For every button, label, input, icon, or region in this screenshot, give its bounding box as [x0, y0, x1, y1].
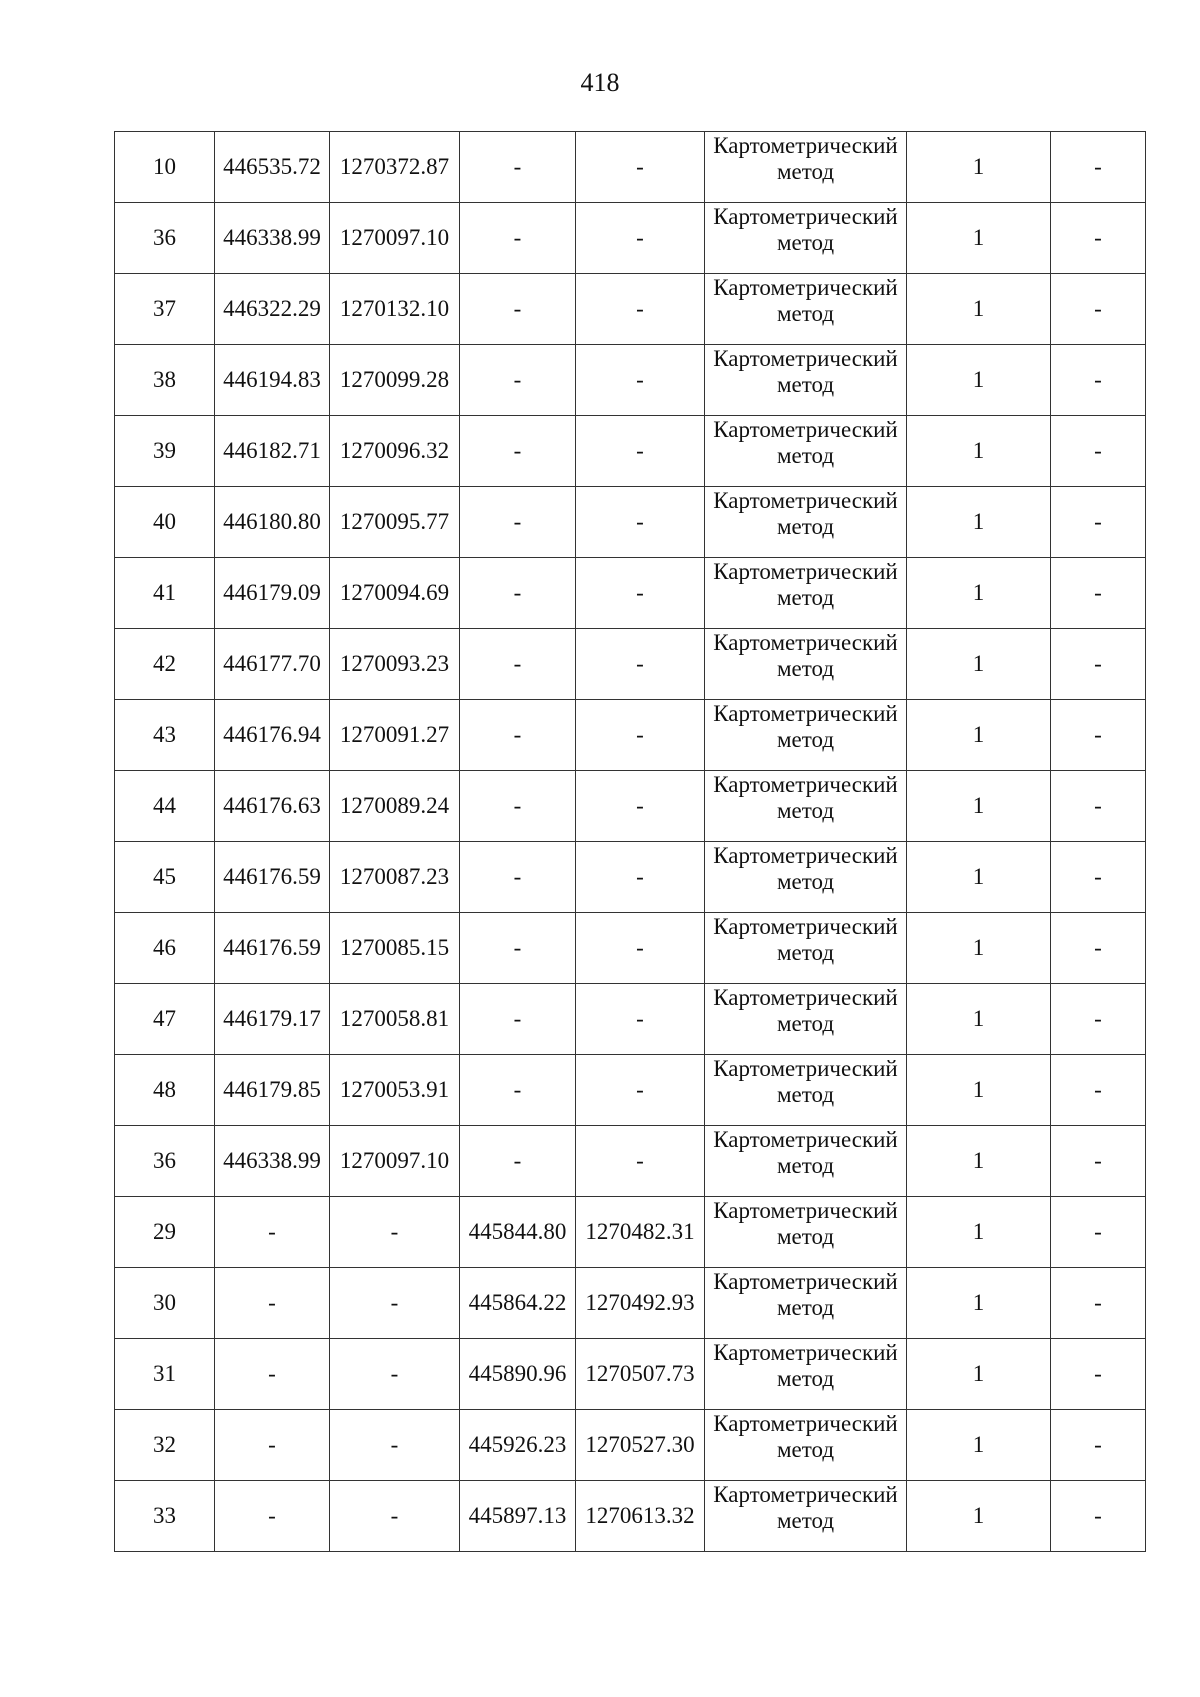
cell-existing-x: -	[215, 1481, 330, 1552]
cell-new-x: -	[460, 700, 576, 771]
cell-new-y: -	[576, 487, 705, 558]
method-line-1: Картометрический	[713, 275, 898, 300]
method-line-1: Картометрический	[713, 559, 898, 584]
cell-description: -	[1051, 487, 1146, 558]
cell-existing-x: 446338.99	[215, 203, 330, 274]
method-line-2: метод	[776, 940, 835, 965]
cell-description: -	[1051, 1339, 1146, 1410]
cell-new-x: 445897.13	[460, 1481, 576, 1552]
cell-accuracy: 1	[907, 984, 1051, 1055]
cell-existing-x: -	[215, 1268, 330, 1339]
cell-existing-y: 1270085.15	[330, 913, 460, 984]
cell-description: -	[1051, 274, 1146, 345]
table-row	[115, 1481, 1146, 1552]
cell-existing-y: -	[330, 1410, 460, 1481]
cell-existing-x: -	[215, 1197, 330, 1268]
cell-new-y: -	[576, 274, 705, 345]
cell-new-y: -	[576, 558, 705, 629]
cell-new-x: -	[460, 1055, 576, 1126]
method-line-2: метод	[776, 1295, 835, 1320]
cell-existing-x: -	[215, 1410, 330, 1481]
cell-new-y: 1270527.30	[576, 1410, 705, 1481]
cell-existing-y: 1270132.10	[330, 274, 460, 345]
cell-new-x: -	[460, 984, 576, 1055]
cell-existing-x: 446180.80	[215, 487, 330, 558]
cell-method	[705, 1126, 907, 1197]
cell-description: -	[1051, 132, 1146, 203]
cell-method	[705, 274, 907, 345]
cell-accuracy: 1	[907, 700, 1051, 771]
cell-new-y: -	[576, 629, 705, 700]
cell-new-x: 445844.80	[460, 1197, 576, 1268]
method-line-2: метод	[776, 159, 835, 184]
cell-existing-x: 446176.63	[215, 771, 330, 842]
cell-description: -	[1051, 842, 1146, 913]
cell-accuracy: 1	[907, 1481, 1051, 1552]
cell-accuracy: 1	[907, 487, 1051, 558]
cell-new-y: -	[576, 1055, 705, 1126]
cell-point-number: 46	[115, 913, 215, 984]
cell-description: -	[1051, 1055, 1146, 1126]
cell-existing-y: 1270053.91	[330, 1055, 460, 1126]
cell-accuracy: 1	[907, 416, 1051, 487]
cell-new-x: -	[460, 345, 576, 416]
cell-existing-x: 446176.94	[215, 700, 330, 771]
cell-point-number: 31	[115, 1339, 215, 1410]
cell-existing-y: -	[330, 1268, 460, 1339]
method-line-2: метод	[776, 1011, 835, 1036]
cell-method	[705, 629, 907, 700]
table-row	[115, 913, 1146, 984]
table-row	[115, 345, 1146, 416]
cell-new-x: 445864.22	[460, 1268, 576, 1339]
method-line-1: Картометрический	[713, 843, 898, 868]
cell-accuracy: 1	[907, 1126, 1051, 1197]
cell-new-x: -	[460, 629, 576, 700]
cell-description: -	[1051, 1268, 1146, 1339]
cell-existing-y: -	[330, 1197, 460, 1268]
cell-accuracy: 1	[907, 1339, 1051, 1410]
method-line-1: Картометрический	[713, 1198, 898, 1223]
cell-accuracy: 1	[907, 1410, 1051, 1481]
cell-description: -	[1051, 913, 1146, 984]
cell-accuracy: 1	[907, 1055, 1051, 1126]
cell-description: -	[1051, 1197, 1146, 1268]
cell-new-x: -	[460, 274, 576, 345]
table-row	[115, 274, 1146, 345]
method-line-1: Картометрический	[713, 985, 898, 1010]
method-line-2: метод	[776, 656, 835, 681]
cell-point-number: 10	[115, 132, 215, 203]
cell-new-y: 1270492.93	[576, 1268, 705, 1339]
cell-point-number: 40	[115, 487, 215, 558]
method-line-2: метод	[776, 514, 835, 539]
table-row	[115, 203, 1146, 274]
cell-description: -	[1051, 1410, 1146, 1481]
cell-accuracy: 1	[907, 203, 1051, 274]
cell-existing-y: -	[330, 1339, 460, 1410]
cell-new-x: -	[460, 558, 576, 629]
cell-method	[705, 558, 907, 629]
cell-method	[705, 771, 907, 842]
table-row	[115, 771, 1146, 842]
cell-method	[705, 203, 907, 274]
cell-method	[705, 842, 907, 913]
cell-new-y: -	[576, 771, 705, 842]
table-row	[115, 558, 1146, 629]
cell-description: -	[1051, 558, 1146, 629]
cell-new-x: -	[460, 842, 576, 913]
cell-point-number: 47	[115, 984, 215, 1055]
cell-method	[705, 1197, 907, 1268]
cell-new-x: -	[460, 771, 576, 842]
method-line-1: Картометрический	[713, 204, 898, 229]
cell-existing-x: 446194.83	[215, 345, 330, 416]
cell-method	[705, 1339, 907, 1410]
coordinates-table	[114, 131, 1146, 1552]
cell-point-number: 33	[115, 1481, 215, 1552]
method-line-1: Картометрический	[713, 1340, 898, 1365]
table-row	[115, 132, 1146, 203]
cell-point-number: 38	[115, 345, 215, 416]
method-line-1: Картометрический	[713, 772, 898, 797]
table-row	[115, 1339, 1146, 1410]
cell-method	[705, 132, 907, 203]
cell-new-y: -	[576, 700, 705, 771]
method-line-2: метод	[776, 727, 835, 752]
cell-new-y: -	[576, 913, 705, 984]
cell-existing-x: -	[215, 1339, 330, 1410]
cell-new-y: -	[576, 1126, 705, 1197]
cell-description: -	[1051, 771, 1146, 842]
cell-description: -	[1051, 700, 1146, 771]
cell-new-x: -	[460, 203, 576, 274]
cell-accuracy: 1	[907, 274, 1051, 345]
cell-new-y: 1270613.32	[576, 1481, 705, 1552]
cell-point-number: 41	[115, 558, 215, 629]
method-line-1: Картометрический	[713, 701, 898, 726]
table-row	[115, 700, 1146, 771]
cell-existing-x: 446179.09	[215, 558, 330, 629]
cell-existing-y: 1270099.28	[330, 345, 460, 416]
method-line-1: Картометрический	[713, 1269, 898, 1294]
method-line-1: Картометрический	[713, 133, 898, 158]
cell-point-number: 32	[115, 1410, 215, 1481]
method-line-1: Картометрический	[713, 417, 898, 442]
cell-existing-y: 1270093.23	[330, 629, 460, 700]
method-line-1: Картометрический	[713, 488, 898, 513]
cell-existing-y: 1270087.23	[330, 842, 460, 913]
cell-existing-y: -	[330, 1481, 460, 1552]
cell-existing-y: 1270058.81	[330, 984, 460, 1055]
cell-new-y: -	[576, 842, 705, 913]
cell-description: -	[1051, 984, 1146, 1055]
cell-point-number: 29	[115, 1197, 215, 1268]
cell-existing-x: 446179.85	[215, 1055, 330, 1126]
cell-point-number: 37	[115, 274, 215, 345]
cell-existing-x: 446176.59	[215, 842, 330, 913]
cell-existing-y: 1270096.32	[330, 416, 460, 487]
cell-new-x: -	[460, 487, 576, 558]
table-row	[115, 984, 1146, 1055]
cell-method	[705, 416, 907, 487]
table-row	[115, 1268, 1146, 1339]
cell-method	[705, 700, 907, 771]
cell-method	[705, 913, 907, 984]
method-line-2: метод	[776, 585, 835, 610]
method-line-2: метод	[776, 372, 835, 397]
method-line-2: метод	[776, 301, 835, 326]
cell-accuracy: 1	[907, 132, 1051, 203]
method-line-1: Картометрический	[713, 346, 898, 371]
method-line-2: метод	[776, 230, 835, 255]
cell-point-number: 39	[115, 416, 215, 487]
cell-method	[705, 984, 907, 1055]
cell-existing-x: 446322.29	[215, 274, 330, 345]
cell-method	[705, 1410, 907, 1481]
cell-method	[705, 345, 907, 416]
cell-existing-y: 1270097.10	[330, 1126, 460, 1197]
cell-point-number: 43	[115, 700, 215, 771]
method-line-2: метод	[776, 443, 835, 468]
cell-new-y: -	[576, 345, 705, 416]
cell-new-x: 445926.23	[460, 1410, 576, 1481]
cell-new-y: 1270507.73	[576, 1339, 705, 1410]
method-line-2: метод	[776, 1437, 835, 1462]
cell-existing-y: 1270095.77	[330, 487, 460, 558]
table-body	[115, 132, 1146, 1552]
cell-existing-x: 446338.99	[215, 1126, 330, 1197]
page-number: 418	[580, 68, 620, 97]
cell-accuracy: 1	[907, 842, 1051, 913]
cell-new-y: -	[576, 132, 705, 203]
cell-point-number: 48	[115, 1055, 215, 1126]
cell-method	[705, 1055, 907, 1126]
cell-new-y: -	[576, 984, 705, 1055]
cell-description: -	[1051, 629, 1146, 700]
cell-description: -	[1051, 345, 1146, 416]
table-row	[115, 1126, 1146, 1197]
cell-accuracy: 1	[907, 913, 1051, 984]
cell-accuracy: 1	[907, 558, 1051, 629]
cell-new-x: -	[460, 132, 576, 203]
cell-existing-y: 1270372.87	[330, 132, 460, 203]
method-line-2: метод	[776, 1366, 835, 1391]
method-line-1: Картометрический	[713, 1056, 898, 1081]
cell-method	[705, 1268, 907, 1339]
table-row	[115, 416, 1146, 487]
cell-point-number: 36	[115, 203, 215, 274]
method-line-2: метод	[776, 1082, 835, 1107]
method-line-1: Картометрический	[713, 1127, 898, 1152]
cell-existing-y: 1270094.69	[330, 558, 460, 629]
table-row	[115, 1410, 1146, 1481]
method-line-2: метод	[776, 1508, 835, 1533]
method-line-1: Картометрический	[713, 630, 898, 655]
cell-existing-y: 1270089.24	[330, 771, 460, 842]
cell-description: -	[1051, 1481, 1146, 1552]
table-row	[115, 487, 1146, 558]
table-row	[115, 842, 1146, 913]
cell-method	[705, 487, 907, 558]
cell-new-y: 1270482.31	[576, 1197, 705, 1268]
cell-accuracy: 1	[907, 345, 1051, 416]
cell-new-x: -	[460, 913, 576, 984]
cell-description: -	[1051, 416, 1146, 487]
method-line-1: Картометрический	[713, 1482, 898, 1507]
cell-method	[705, 1481, 907, 1552]
cell-existing-x: 446179.17	[215, 984, 330, 1055]
cell-new-y: -	[576, 416, 705, 487]
cell-accuracy: 1	[907, 1268, 1051, 1339]
cell-new-x: -	[460, 416, 576, 487]
cell-point-number: 42	[115, 629, 215, 700]
method-line-2: метод	[776, 798, 835, 823]
table-row	[115, 1055, 1146, 1126]
cell-description: -	[1051, 203, 1146, 274]
cell-description: -	[1051, 1126, 1146, 1197]
method-line-1: Картометрический	[713, 914, 898, 939]
cell-existing-x: 446535.72	[215, 132, 330, 203]
cell-point-number: 36	[115, 1126, 215, 1197]
method-line-2: метод	[776, 1153, 835, 1178]
table-row	[115, 629, 1146, 700]
cell-existing-x: 446177.70	[215, 629, 330, 700]
cell-existing-y: 1270091.27	[330, 700, 460, 771]
cell-accuracy: 1	[907, 1197, 1051, 1268]
table-row	[115, 1197, 1146, 1268]
cell-new-x: -	[460, 1126, 576, 1197]
cell-new-x: 445890.96	[460, 1339, 576, 1410]
cell-existing-y: 1270097.10	[330, 203, 460, 274]
cell-point-number: 30	[115, 1268, 215, 1339]
cell-existing-x: 446182.71	[215, 416, 330, 487]
cell-accuracy: 1	[907, 771, 1051, 842]
cell-accuracy: 1	[907, 629, 1051, 700]
method-line-1: Картометрический	[713, 1411, 898, 1436]
cell-existing-x: 446176.59	[215, 913, 330, 984]
cell-new-y: -	[576, 203, 705, 274]
method-line-2: метод	[776, 1224, 835, 1249]
cell-point-number: 44	[115, 771, 215, 842]
cell-point-number: 45	[115, 842, 215, 913]
method-line-2: метод	[776, 869, 835, 894]
